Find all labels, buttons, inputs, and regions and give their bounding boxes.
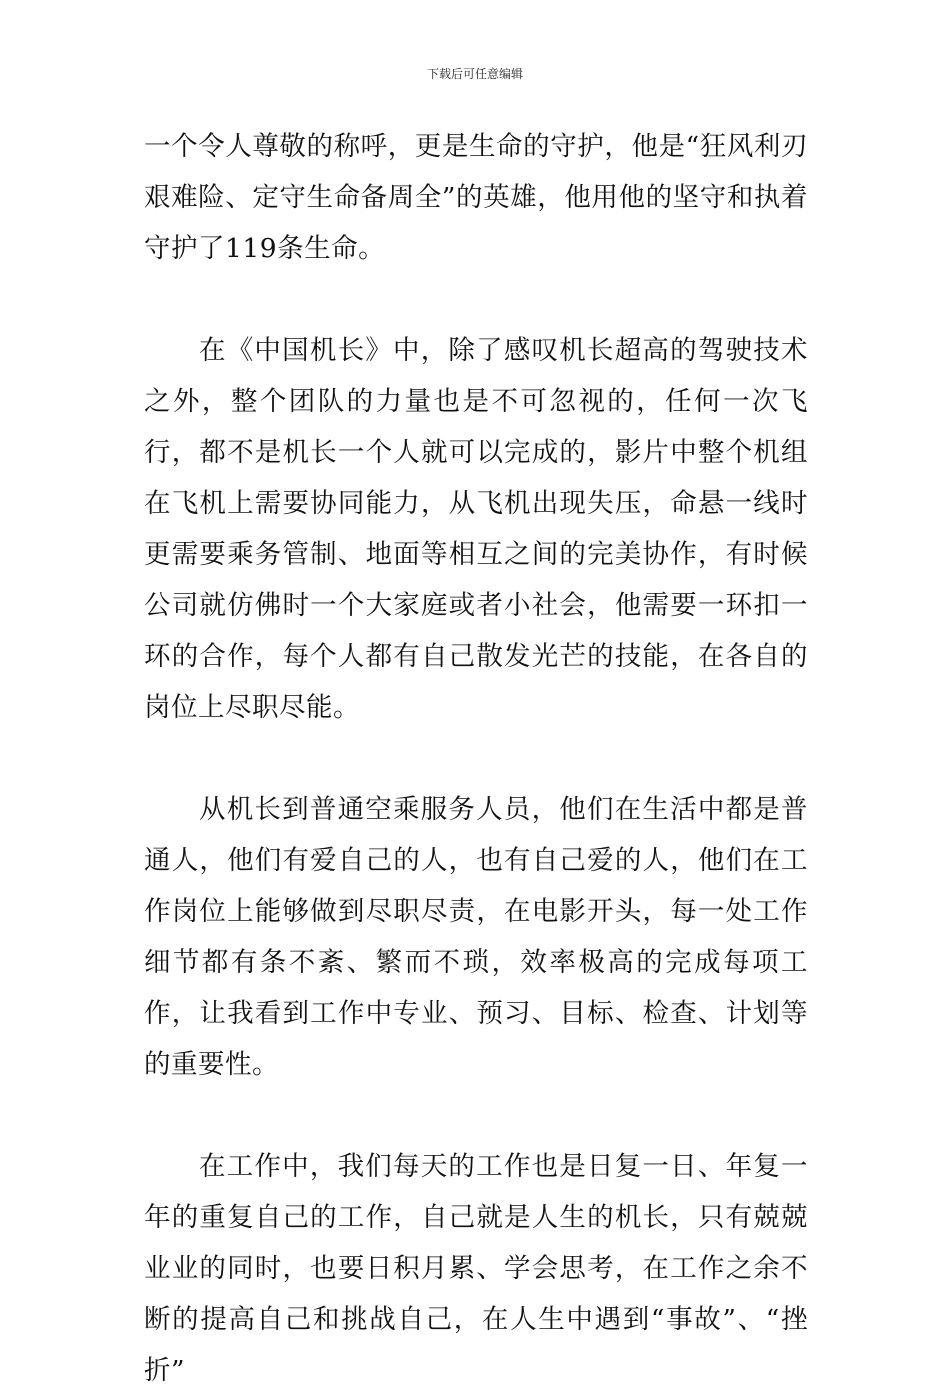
paragraph-gap xyxy=(144,733,808,784)
paragraph-continuation: 一个令人尊敬的称呼，更是生命的守护，他是“狂风利刃艰难险、定守生命备周全”的英雄，他用他的坚守和执着守护了119条生命。 xyxy=(144,131,808,264)
page-header: 下载后可任意编辑 xyxy=(426,67,523,81)
paragraph-gap xyxy=(144,274,808,325)
paragraph: 在《中国机长》中，除了感叹机长超高的驾驶技术之外，整个团队的力量也是不可忽视的，任何一次飞行，都不是机长一个人就可以完成的，影片中整个机组在飞机上需要协同能力，从飞机出现失压，命悬一线时更需要乘务管制、地面等相互之间的完美协作，有时候公司就仿佛时一个大家庭或者小社会，他需要一环扣一环的合作，每个人都有自己散发光芒的技能，在各自的岗位上尽职尽能。 xyxy=(144,335,808,723)
document-body xyxy=(144,121,808,1396)
paragraph: 在工作中，我们每天的工作也是日复一日、年复一年的重复自己的工作，自己就是人生的机长，只有兢兢业业的同时，也要日积月累、学会思考，在工作之余不断的提高自己和挑战自己，在人生中遇到“事故”、“挫折” xyxy=(144,1151,808,1386)
paragraph-gap xyxy=(144,1090,808,1141)
paragraph: 从机长到普通空乘服务人员，他们在生活中都是普通人，他们有爱自己的人，也有自己爱的人，他们在工作岗位上能够做到尽职尽责，在电影开头，每一处工作细节都有条不紊、繁而不琐，效率极高的完成每项工作，让我看到工作中专业、预习、目标、检查、计划等的重要性。 xyxy=(144,794,808,1080)
